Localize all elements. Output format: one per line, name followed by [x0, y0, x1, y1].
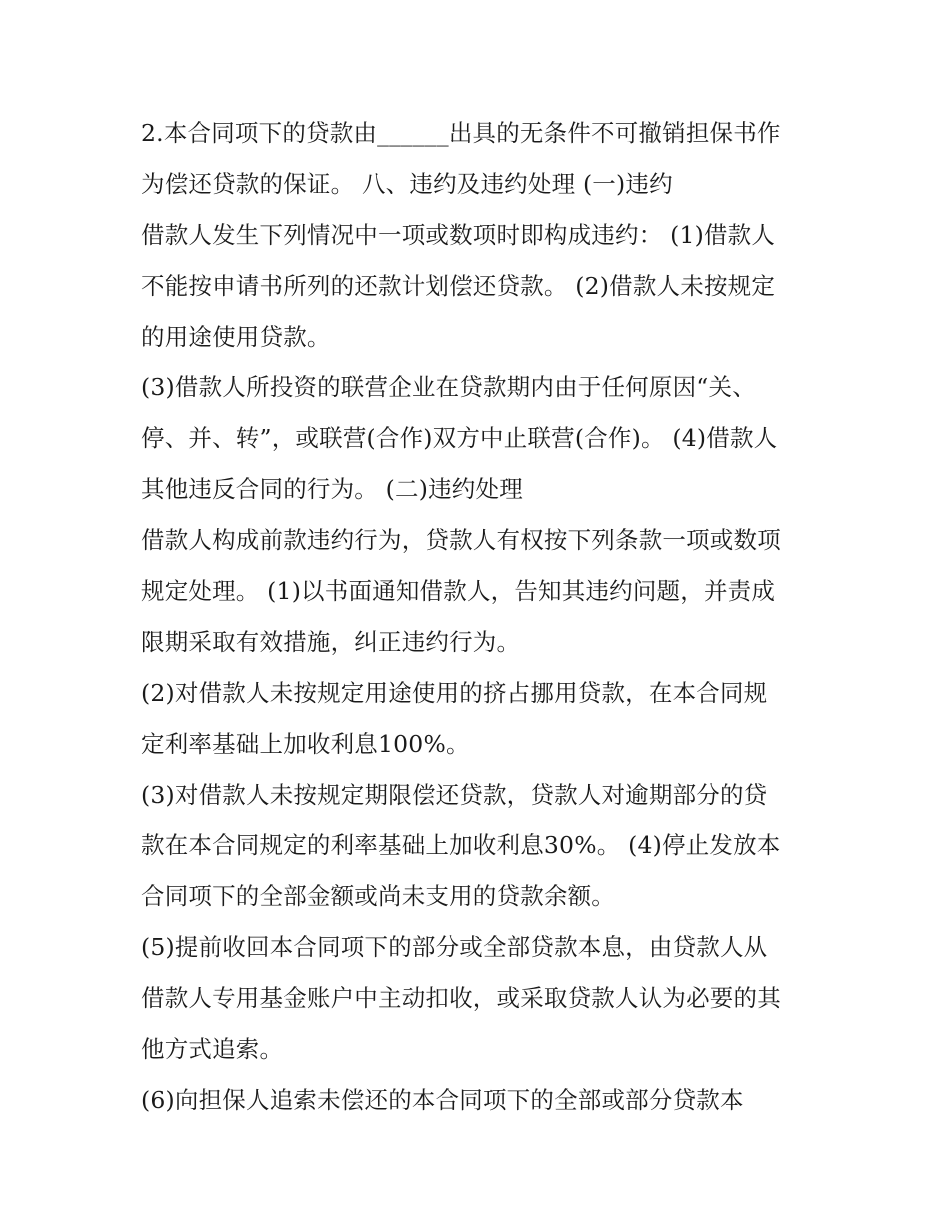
text-line: (6)向担保人追索未偿还的本合同项下的全部或部分贷款本: [141, 1085, 744, 1114]
text-line: 款在本合同规定的利率基础上加收利息30%。 (4)停止发放本: [141, 831, 781, 860]
text-line: 合同项下的全部金额或尚未支用的贷款余额。: [141, 882, 615, 911]
text-line: (2)对借款人未按规定用途使用的挤占挪用贷款，在本合同规: [141, 678, 768, 707]
text-line: 的用途使用贷款。: [141, 322, 331, 351]
text-line: 其他违反合同的行为。 (二)违约处理: [141, 475, 523, 504]
text-line: 借款人构成前款违约行为，贷款人有权按下列条款一项或数项: [141, 526, 781, 555]
text-line: (3)对借款人未按规定期限偿还贷款，贷款人对逾期部分的贷: [141, 780, 768, 809]
text-line: 限期采取有效措施，纠正违约行为。: [141, 627, 521, 656]
text-line: 不能按申请书所列的还款计划偿还贷款。 (2)借款人未按规定: [141, 271, 776, 300]
text-line: 定利率基础上加收利息100%。: [141, 729, 470, 758]
text-line: (3)借款人所投资的联营企业在贷款期内由于任何原因“关、: [141, 373, 756, 402]
document-body: [141, 108, 831, 1126]
text-line: (5)提前收回本合同项下的部分或全部贷款本息，由贷款人从: [141, 933, 768, 962]
text-line: 规定处理。 (1)以书面通知借款人，告知其违约问题，并责成: [141, 577, 776, 606]
text-line: 为偿还贷款的保证。 八、违约及违约处理 (一)违约: [141, 169, 673, 198]
text-line: 借款人发生下列情况中一项或数项时即构成违约： (1)借款人: [141, 220, 776, 249]
text-line: 他方式追索。: [141, 1035, 284, 1064]
text-line: 借款人专用基金账户中主动扣收，或采取贷款人认为必要的其: [141, 984, 781, 1013]
text-line: 停、并、转”，或联营(合作)双方中止联营(合作)。 (4)借款人: [141, 424, 778, 453]
text-line: 2.本合同项下的贷款由______出具的无条件不可撤销担保书作: [141, 119, 781, 147]
